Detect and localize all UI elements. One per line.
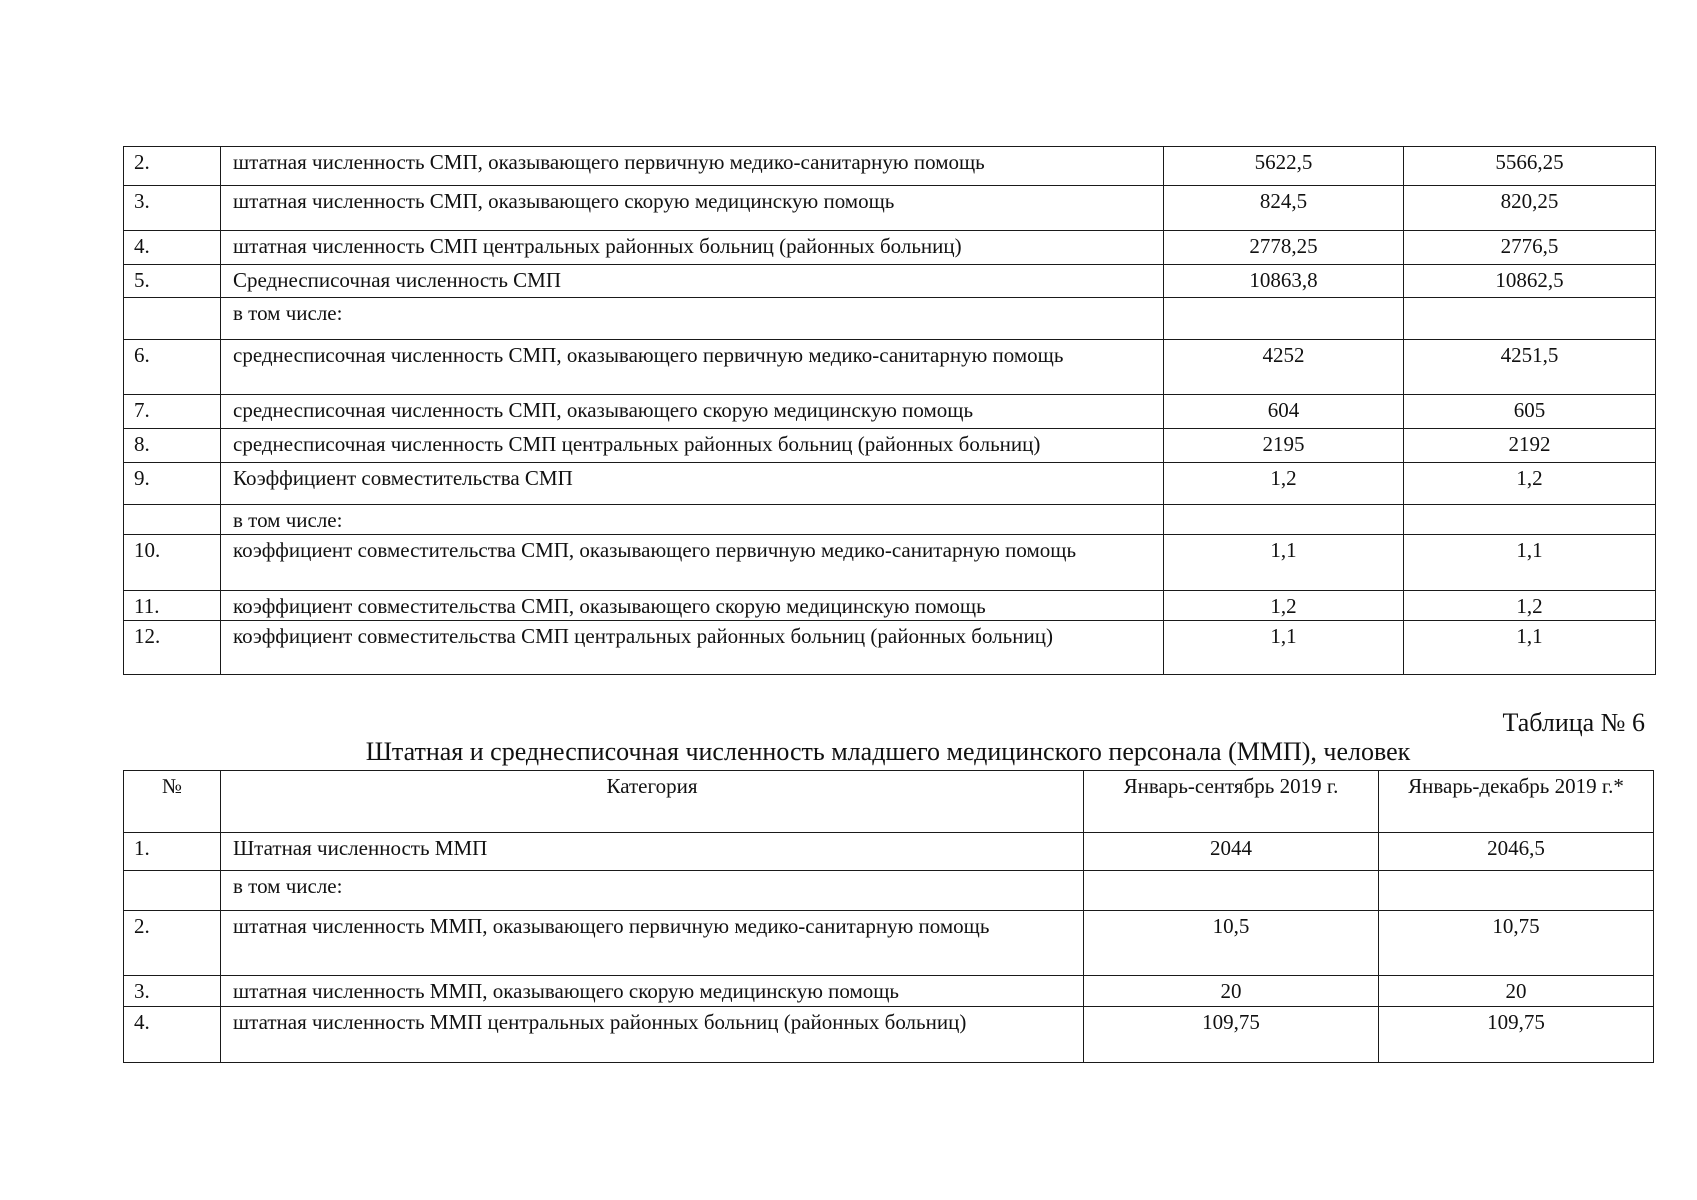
row-number: 5. [124, 265, 221, 298]
row-number: 10. [124, 535, 221, 591]
row-number: 2. [124, 911, 221, 976]
row-label: штатная численность ММП, оказывающего первичную медико-санитарную помощь [221, 911, 1084, 976]
row-number: 9. [124, 463, 221, 505]
row-label: штатная численность СМП центральных районных больниц (районных больниц) [221, 231, 1164, 265]
header-category: Категория [221, 771, 1084, 833]
value-jan-dec: 1,1 [1404, 621, 1656, 675]
table-row [124, 186, 1656, 231]
row-number: 4. [124, 231, 221, 265]
table-title: Штатная и среднесписочная численность младшего медицинского персонала (ММП), человек [365, 737, 1411, 766]
value-jan-dec: 109,75 [1379, 1007, 1654, 1063]
row-number [124, 298, 221, 340]
row-label: в том числе: [221, 298, 1164, 340]
value-jan-dec [1404, 505, 1656, 535]
row-number: 11. [124, 591, 221, 621]
value-jan-dec: 2776,5 [1404, 231, 1656, 265]
table-6 [123, 770, 1654, 1063]
row-label: штатная численность СМП, оказывающего первичную медико-санитарную помощь [221, 147, 1164, 186]
table-5-continuation [123, 146, 1656, 675]
row-label: штатная численность СМП, оказывающего скорую медицинскую помощь [221, 186, 1164, 231]
value-jan-sep: 5622,5 [1164, 147, 1404, 186]
value-jan-dec: 2046,5 [1379, 833, 1654, 871]
row-number: 3. [124, 976, 221, 1007]
row-label: среднесписочная численность СМП, оказывающего скорую медицинскую помощь [221, 395, 1164, 429]
row-label: штатная численность ММП центральных районных больниц (районных больниц) [221, 1007, 1084, 1063]
table-row [124, 535, 1656, 591]
value-jan-dec: 605 [1404, 395, 1656, 429]
table-row [124, 429, 1656, 463]
row-number: 12. [124, 621, 221, 675]
value-jan-sep [1084, 871, 1379, 911]
table-header-row [124, 771, 1654, 833]
value-jan-sep: 109,75 [1084, 1007, 1379, 1063]
table-row [124, 871, 1654, 911]
value-jan-sep: 824,5 [1164, 186, 1404, 231]
value-jan-sep: 10863,8 [1164, 265, 1404, 298]
value-jan-dec: 1,2 [1404, 463, 1656, 505]
table-row [124, 976, 1654, 1007]
value-jan-sep: 1,1 [1164, 535, 1404, 591]
header-jan-dec: Январь-декабрь 2019 г.* [1379, 771, 1654, 833]
value-jan-sep: 1,2 [1164, 591, 1404, 621]
row-number: 4. [124, 1007, 221, 1063]
table-row [124, 591, 1656, 621]
value-jan-sep: 10,5 [1084, 911, 1379, 976]
table-row [124, 265, 1656, 298]
row-label: среднесписочная численность СМП, оказывающего первичную медико-санитарную помощь [221, 340, 1164, 395]
header-jan-sep: Январь-сентябрь 2019 г. [1084, 771, 1379, 833]
value-jan-sep: 604 [1164, 395, 1404, 429]
value-jan-dec: 820,25 [1404, 186, 1656, 231]
value-jan-dec: 1,2 [1404, 591, 1656, 621]
table-row [124, 463, 1656, 505]
value-jan-dec [1404, 298, 1656, 340]
value-jan-sep [1164, 298, 1404, 340]
row-number: 1. [124, 833, 221, 871]
table-row [124, 340, 1656, 395]
table-row [124, 231, 1656, 265]
row-number: 7. [124, 395, 221, 429]
row-number: 6. [124, 340, 221, 395]
row-number: 2. [124, 147, 221, 186]
table-row [124, 395, 1656, 429]
row-label: среднесписочная численность СМП центральных районных больниц (районных больниц) [221, 429, 1164, 463]
value-jan-dec: 5566,25 [1404, 147, 1656, 186]
table-row [124, 505, 1656, 535]
value-jan-sep: 2044 [1084, 833, 1379, 871]
table-row [124, 298, 1656, 340]
row-label: коэффициент совместительства СМП, оказывающего первичную медико-санитарную помощь [221, 535, 1164, 591]
value-jan-dec: 10,75 [1379, 911, 1654, 976]
value-jan-sep: 20 [1084, 976, 1379, 1007]
value-jan-sep [1164, 505, 1404, 535]
value-jan-dec: 10862,5 [1404, 265, 1656, 298]
value-jan-dec: 20 [1379, 976, 1654, 1007]
row-label: штатная численность ММП, оказывающего скорую медицинскую помощь [221, 976, 1084, 1007]
value-jan-dec [1379, 871, 1654, 911]
table-row [124, 911, 1654, 976]
row-number: 3. [124, 186, 221, 231]
table-row [124, 833, 1654, 871]
row-number: 8. [124, 429, 221, 463]
value-jan-dec: 2192 [1404, 429, 1656, 463]
row-label: в том числе: [221, 871, 1084, 911]
row-label: в том числе: [221, 505, 1164, 535]
value-jan-sep: 1,2 [1164, 463, 1404, 505]
row-number [124, 871, 221, 911]
header-number: № [124, 771, 221, 833]
table-row [124, 1007, 1654, 1063]
row-label: Коэффициент совместительства СМП [221, 463, 1164, 505]
value-jan-dec: 1,1 [1404, 535, 1656, 591]
value-jan-sep: 2195 [1164, 429, 1404, 463]
row-number [124, 505, 221, 535]
table-row [124, 147, 1656, 186]
table-number-label: Таблица № 6 [1502, 708, 1645, 737]
value-jan-sep: 1,1 [1164, 621, 1404, 675]
value-jan-sep: 2778,25 [1164, 231, 1404, 265]
row-label: Среднесписочная численность СМП [221, 265, 1164, 298]
value-jan-sep: 4252 [1164, 340, 1404, 395]
table-row [124, 621, 1656, 675]
value-jan-dec: 4251,5 [1404, 340, 1656, 395]
row-label: Штатная численность ММП [221, 833, 1084, 871]
row-label: коэффициент совместительства СМП центральных районных больниц (районных больниц) [221, 621, 1164, 675]
row-label: коэффициент совместительства СМП, оказывающего скорую медицинскую помощь [221, 591, 1164, 621]
